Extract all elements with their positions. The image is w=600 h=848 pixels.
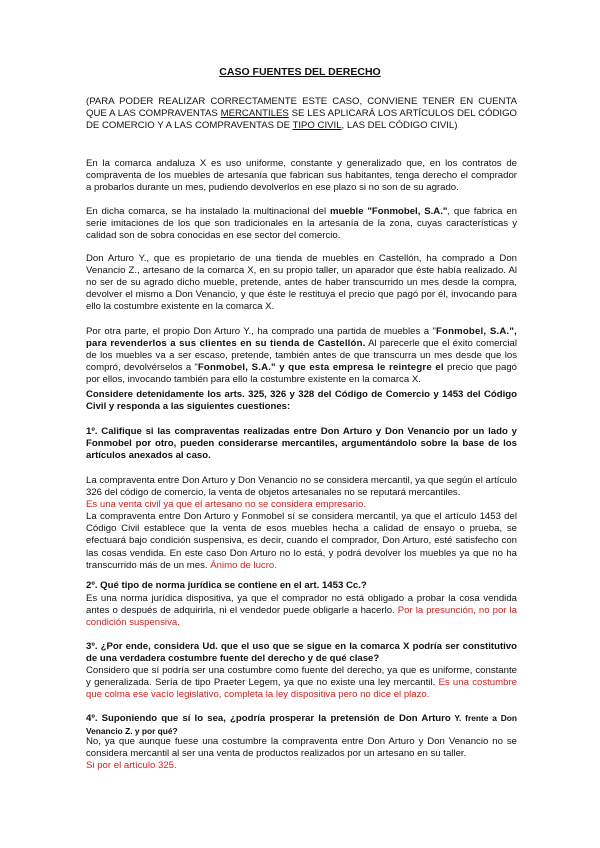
intro-text-middle: SE LES APLICARÁ LOS ARTÍCULOS DEL CÓDIGO DE COMERCIO Y A LAS COMPRAVENTAS DE	[86, 108, 517, 132]
p4-bold-fonmobel-2: Fonmobel, S.A." y que esta empresa le reintegre el	[197, 362, 444, 374]
paragraph-fonmobel	[86, 206, 517, 242]
p2-bold-fonmobel: mueble "Fonmobel, S.A."	[329, 206, 448, 217]
paragraph-don-arturo: Don Arturo Y., que es propietario de una tienda de muebles en Castellón, ha comprado a Don Venancio Z., artesano de la comarca X, en su propio taller, un aparador que éste había realizado. Al no ser de su agrado dicho mueble, pretende, antes de haber transcurrido un mes desde la compra, devolver el mismo a Don Venancio, y que éste le restituya el precio que pagó por él, invocando para ello la costumbre existente en la comarca X.	[86, 253, 517, 313]
answer-2-text: Es una norma jurídica dispositiva, ya que el comprador no está obligado a probar la cosa vendida antes o después de adquirirla, ni el vendedor puede obligarle a hacerlo.	[86, 593, 517, 617]
answer-1b-correction: Ánimo de lucro.	[210, 559, 277, 571]
intro-note	[86, 96, 517, 132]
answer-3	[86, 665, 517, 701]
answer-4-correction: Si por el artículo 325.	[86, 760, 177, 772]
p2-text-end: , que fabrica en serie imitaciones de los que son tradicionales en la artesanía de la zona, cuyas características y calidad son de sobra conocidas en ese sector del comercio.	[86, 206, 518, 242]
question-3: 3º. ¿Por ende, considera Ud. que el uso que se sigue en la comarca X podría ser constitutivo de una verdadera costumbre fuente del derecho y de qué clase?	[86, 641, 517, 665]
intro-underlined-tipo-civil: TIPO CIVIL	[292, 120, 342, 132]
answer-1b-text: La compraventa entre Don Arturo y Fonmobel sí se considera mercantil, ya que el artículo 1453 del Código Civil establece que la venta de esos muebles hecha a calidad de ensayo o prueba, se efectuará bajo condición suspensiva, es decir, cuando el comprador, Don Arturo, esté satisfecho con las cosas vendida. En este caso Don Arturo no lo está, y podrá devolver los muebles ya que no ha transcurrido más de un mes.	[86, 511, 517, 571]
intro-text-start: (PARA PODER REALIZAR CORRECTAMENTE ESTE CASO, CONVIENE TENER EN CUENTA QUE A LAS COMPRAVENTAS	[86, 96, 517, 120]
p4-text-middle: Al parecerle que el éxito comercial de los muebles va a ser escaso, pretende, también antes de que transcurra un mes desde que los compró, devolvérselos a "	[86, 338, 517, 374]
p4-bold-fonmobel-1: Fonmobel, S.A.", para revenderlos a sus clientes en su tienda de Castellón.	[86, 326, 517, 350]
answer-4-text: No, ya que aunque fuese una costumbre la compraventa entre Don Arturo y Don Venancio no se considera mercantil al ser una venta de productos realizados por un artesano en su taller.	[86, 736, 517, 760]
question-4-text: 4º. Suponiendo que sí lo sea, ¿podría prosperar la pretensión de Don Arturo	[86, 713, 451, 724]
question-4	[86, 712, 517, 738]
answer-1	[86, 475, 517, 572]
answer-3-correction: Es una costumbre que colma ese vacío legislativo, completa la ley dispositiva pero no dice el plazo.	[86, 677, 518, 701]
intro-text-end: , LAS DEL CÓDIGO CIVIL)	[341, 120, 458, 132]
p2-text-start: En dicha comarca, se ha instalado la multinacional del	[86, 206, 330, 217]
answer-3-text: Considero que sí podría ser una costumbre como fuente del derecho, ya que es uniforme, constante y generalizada. Sería de tipo Praeter Legem, ya que no existe una ley mercantil.	[86, 665, 517, 689]
paragraph-comarca: En la comarca andaluza X es uso uniforme, constante y generalizado que, en los contratos de compraventa de los muebles de artesanía que fabrican sus habitantes, tenga derecho el comprador a probarlos durante un mes, pudiendo devolverlos en ese plazo si no son de su agrado.	[86, 158, 517, 194]
question-2: 2º. Qué tipo de norma jurídica se contiene en el art. 1453 Cc.?	[86, 580, 367, 591]
paragraph-partida-muebles	[86, 326, 517, 386]
p4-text-end: precio que pagó por ellos, invocando también para ello la costumbre existente en la comarca X.	[86, 362, 517, 386]
page-title: CASO FUENTES DEL DERECHO	[219, 66, 381, 78]
answer-1a-correction: Es una venta civil ya que el artesano no se considera empresario.	[86, 499, 366, 511]
question-1: 1º. Califique si las compraventas realizadas entre Don Arturo y Don Venancio por un lado y Fonmobel por otro, pueden considerarse mercantiles, argumentándolo sobre la base de los artículos anexados al caso.	[86, 426, 517, 462]
question-4-small-text: Y. frente a Don Venancio Z. y por qué?	[86, 713, 517, 737]
answer-4	[86, 736, 517, 772]
intro-underlined-mercantiles: MERCANTILES	[220, 108, 289, 120]
answer-2	[86, 593, 517, 629]
answer-2-correction: Por la presunción, no por la condición suspensiva.	[86, 605, 518, 629]
answer-1a-text: La compraventa entre Don Arturo y Don Venancio no se considera mercantil, ya que según el artículo 326 del código de comercio, la venta de objetos artesanales no se reputará mercantiles.	[86, 475, 517, 499]
instructions: Considere detenidamente los arts. 325, 326 y 328 del Código de Comercio y 1453 del Código Civil y responda a las siguientes cuestiones:	[86, 389, 517, 413]
p4-text-start: Por otra parte, el propio Don Arturo Y., ha comprado una partida de muebles a "	[86, 326, 436, 337]
